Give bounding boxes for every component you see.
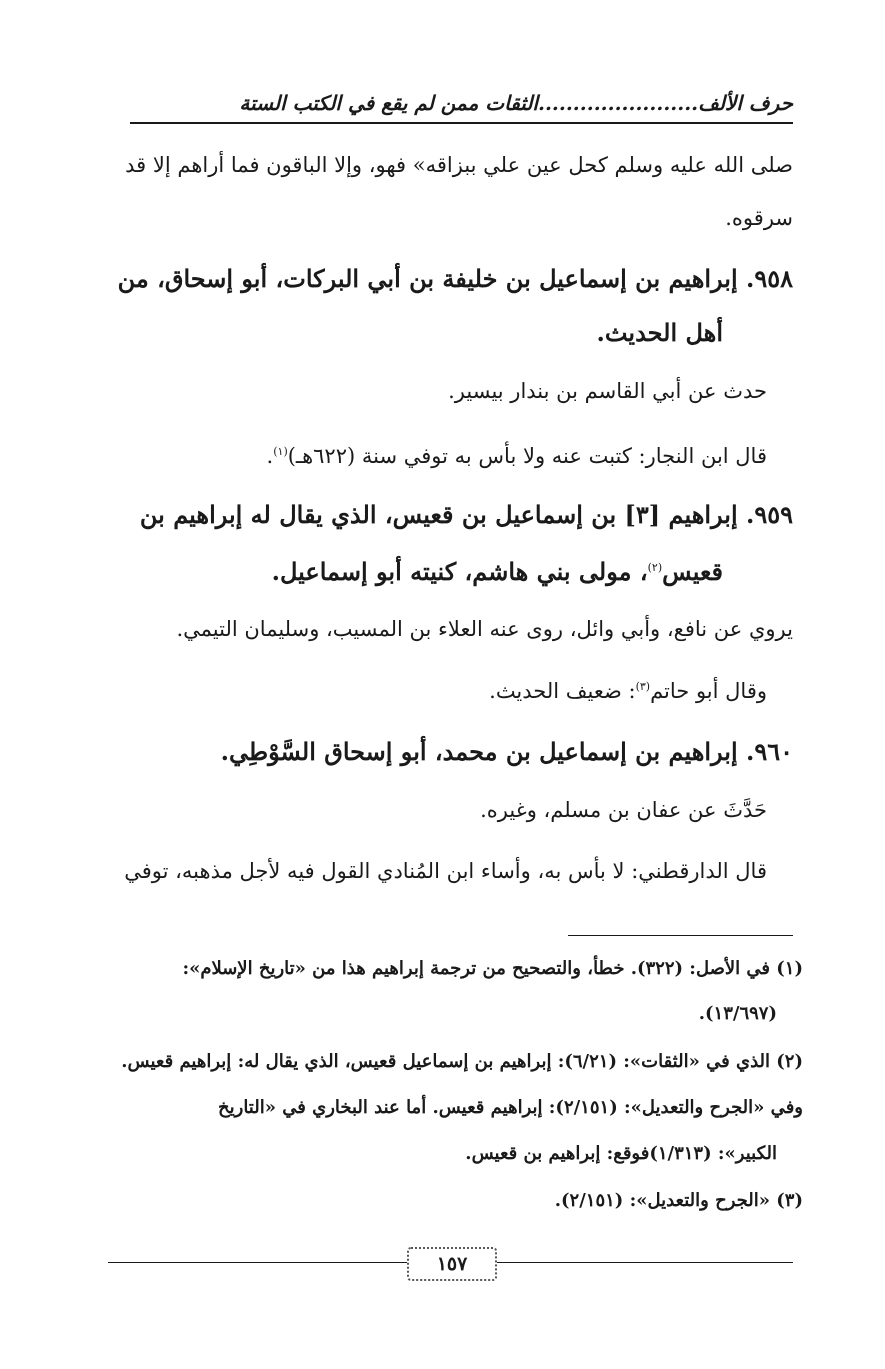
- body-text: : ضعيف الحديث.: [489, 679, 636, 703]
- entry-960-paragraph: قال الدارقطني: لا بأس به، وأساء ابن المُنادي القول فيه لأجل مذهبه، توفي: [124, 859, 767, 883]
- body-text: قال ابن النجار: كتبت عنه ولا بأس به توفي سنة (٦٢٢هـ): [287, 444, 767, 468]
- footnote-separator: [568, 935, 793, 936]
- footnote-3: (٣) «الجرح والتعديل»: (٢/١٥١).: [554, 1190, 803, 1211]
- footnote-ref: (٢): [647, 561, 663, 574]
- entry-958-paragraph: حدث عن أبي القاسم بن بندار بيسير.: [448, 379, 767, 403]
- footnote-ref: (١): [273, 445, 288, 458]
- entry-960-heading: ٩٦٠. إبراهيم بن إسماعيل بن محمد، أبو إسحاق السَّوْطِي.: [220, 737, 793, 766]
- running-header: [130, 88, 793, 124]
- heading-text: قعيس: [662, 557, 723, 586]
- footnote-2: (٢) الذي في «الثقات»: (٦/٢١): إبراهيم بن إسماعيل قعيس، الذي يقال له: إبراهيم قعيس.: [121, 1051, 803, 1072]
- body-text: وقال أبو حاتم: [650, 679, 767, 703]
- body-line: صلى الله عليه وسلم كحل عين علي ببزاقه» فهو، وإلا الباقون فما أراهم إلا قد: [125, 153, 793, 177]
- heading-text: ، مولى بني هاشم، كنيته أبو إسماعيل.: [271, 557, 648, 586]
- footnote-1-cont: (١٣/٦٩٧).: [698, 1003, 777, 1024]
- footnote-ref: (٣): [635, 680, 651, 693]
- body-line: سرقوه.: [725, 206, 793, 230]
- body-text: .: [266, 444, 274, 468]
- entry-959-paragraph: [489, 672, 767, 706]
- entry-959-heading: ٩٥٩. إبراهيم [٣] بن إسماعيل بن قعيس، الذي يقال له إبراهيم بن: [139, 500, 793, 529]
- entry-959-heading-cont: [272, 551, 723, 589]
- running-header-text: حرف الألف.......................الثقات ممن لم يقع في الكتب الستة: [239, 91, 793, 115]
- page-number: ١٥٧: [407, 1247, 497, 1281]
- footnote-2-cont: وفي «الجرح والتعديل»: (٢/١٥١): إبراهيم قعيس. أما عند البخاري في «التاريخ: [218, 1097, 803, 1118]
- entry-960-paragraph: حَدَّثَ عن عفان بن مسلم، وغيره.: [480, 798, 767, 822]
- entry-958-heading-cont: أهل الحديث.: [596, 318, 723, 347]
- entry-958-paragraph: [267, 437, 767, 471]
- footnote-2-cont: الكبير»: (١/٣١٣)فوقع: إبراهيم بن قعيس.: [465, 1143, 777, 1164]
- entry-958-heading: ٩٥٨. إبراهيم بن إسماعيل بن خليفة بن أبي البركات، أبو إسحاق، من: [117, 264, 793, 293]
- entry-959-paragraph: يروي عن نافع، وأبي وائل، روى عنه العلاء بن المسيب، وسليمان التيمي.: [176, 617, 793, 641]
- footnote-1: (١) في الأصل: (٣٢٢). خطأ، والتصحيح من ترجمة إبراهيم هذا من «تاريخ الإسلام»:: [182, 958, 803, 979]
